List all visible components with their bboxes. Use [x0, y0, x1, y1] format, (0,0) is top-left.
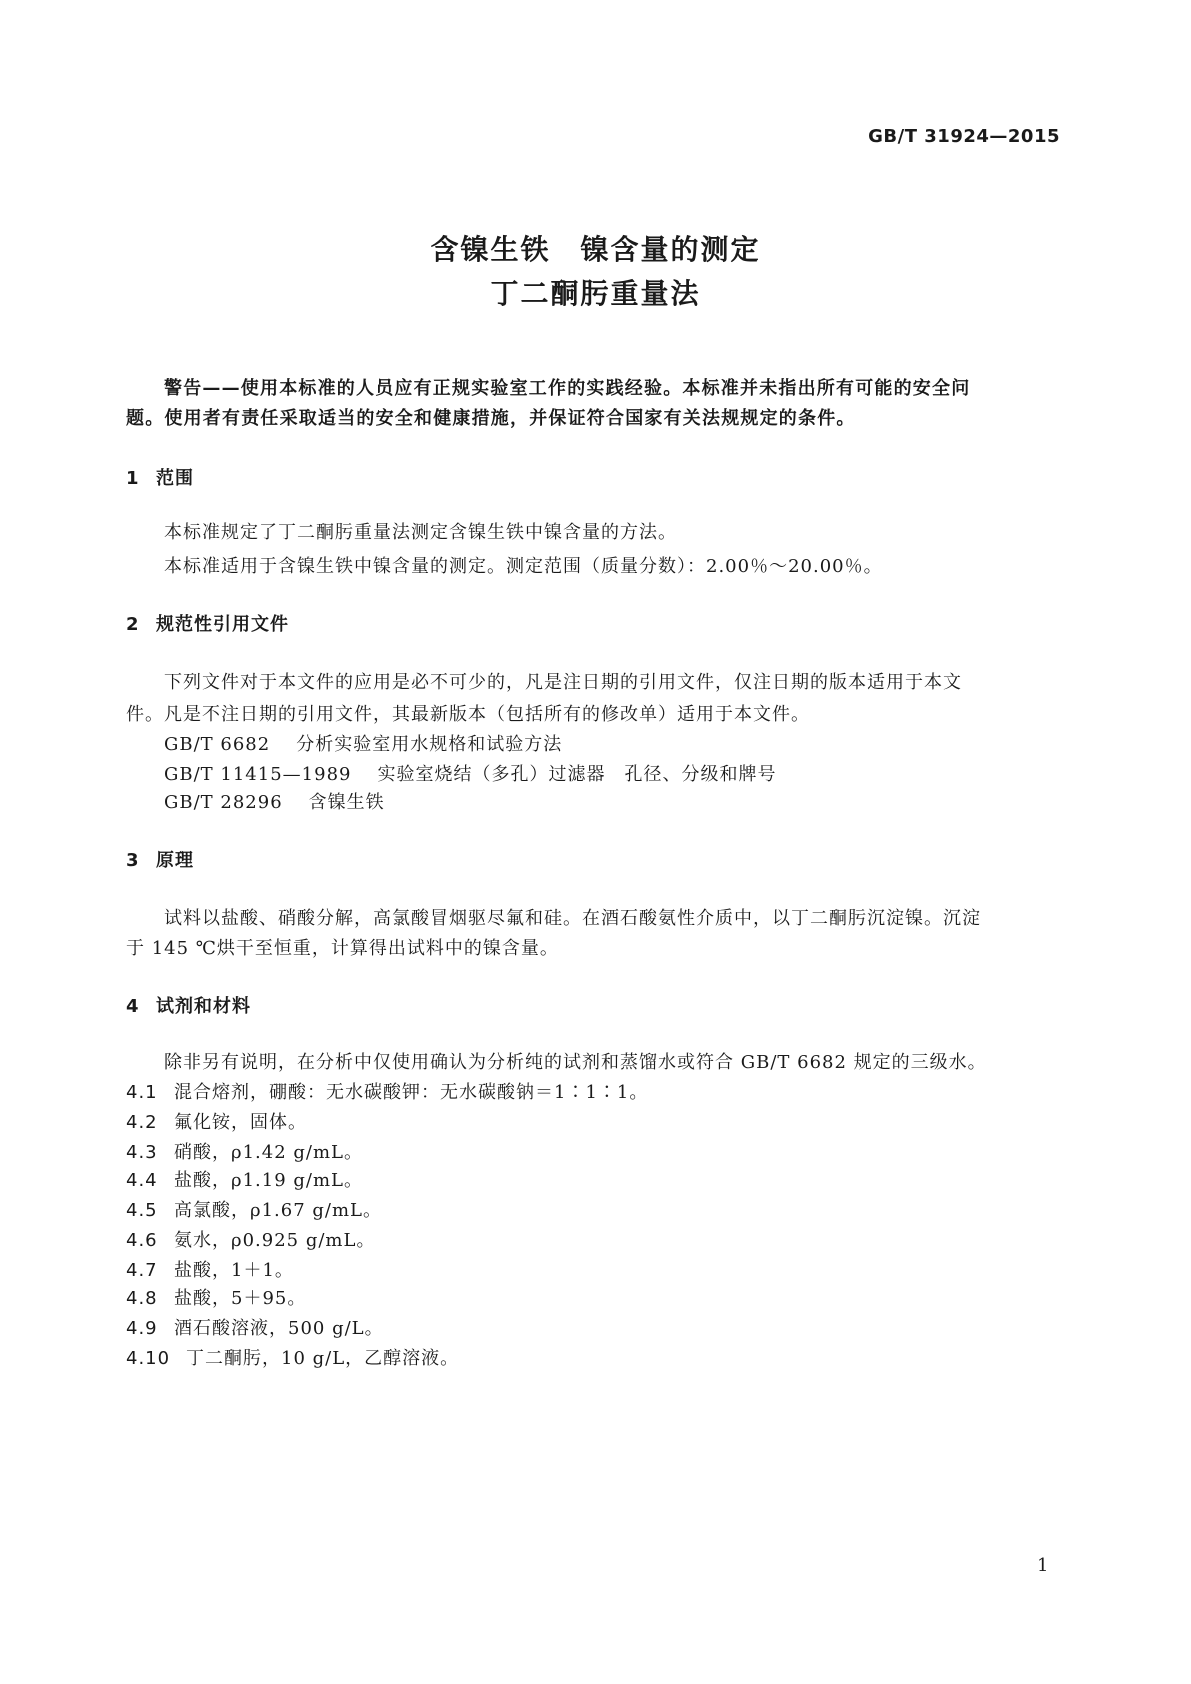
section-3-number: 3 — [126, 850, 140, 871]
reagent-text: 高氯酸，ρ1.67 g/mL。 — [174, 1200, 382, 1221]
reagent-number: 4.5 — [126, 1200, 158, 1221]
reagent-text: 混合熔剂，硼酸：无水碳酸钾：无水碳酸钠＝1∶1∶1。 — [174, 1082, 649, 1103]
reference-code: GB/T 11415—1989 — [164, 764, 352, 785]
warning-line-2: 题。使用者有责任采取适当的安全和健康措施，并保证符合国家有关法规规定的条件。 — [126, 408, 856, 429]
section-4-title: 试剂和材料 — [156, 996, 251, 1017]
references-paragraph-line-1: 下列文件对于本文件的应用是必不可少的，凡是注日期的引用文件，仅注日期的版本适用于本文 — [164, 672, 962, 693]
reagent-item — [126, 1284, 306, 1310]
reagent-item — [126, 1166, 363, 1192]
reagent-number: 4.4 — [126, 1170, 158, 1191]
section-2-number: 2 — [126, 614, 140, 635]
reagents-intro: 除非另有说明，在分析中仅使用确认为分析纯的试剂和蒸馏水或符合 GB/T 6682 规定的三级水。 — [164, 1052, 987, 1073]
principle-line-2: 于 145 ℃烘干至恒重，计算得出试料中的镍含量。 — [126, 938, 559, 959]
section-4-number: 4 — [126, 996, 140, 1017]
principle-line-1: 试料以盐酸、硝酸分解，高氯酸冒烟驱尽氟和硅。在酒石酸氨性介质中，以丁二酮肟沉淀镍。沉淀 — [164, 908, 981, 929]
reagent-item — [126, 1314, 384, 1340]
scope-paragraph-2: 本标准适用于含镍生铁中镍含量的测定。测定范围（质量分数）：2.00％～20.00％。 — [164, 556, 883, 577]
reference-item — [164, 730, 562, 756]
reagent-item — [126, 1196, 382, 1222]
reagent-text: 盐酸，5＋95。 — [174, 1288, 307, 1309]
reagent-number: 4.7 — [126, 1260, 158, 1281]
reagent-text: 酒石酸溶液，500 g/L。 — [174, 1318, 384, 1339]
section-2-title: 规范性引用文件 — [156, 614, 289, 635]
reagent-item — [126, 1226, 375, 1252]
reference-item — [164, 760, 776, 786]
document-title-line-2: 丁二酮肟重量法 — [490, 277, 701, 310]
section-1-title: 范围 — [156, 468, 194, 489]
reagent-item — [126, 1256, 294, 1282]
reagent-number: 4.9 — [126, 1318, 158, 1339]
reagent-item — [126, 1138, 363, 1164]
section-2-heading — [126, 610, 289, 636]
reagent-item — [126, 1108, 307, 1134]
reagent-text: 丁二酮肟，10 g/L，乙醇溶液。 — [186, 1348, 460, 1369]
section-1-number: 1 — [126, 468, 140, 489]
page-number: 1 — [1037, 1555, 1049, 1576]
reagent-item — [126, 1344, 459, 1370]
document-title-line-1: 含镍生铁 镍含量的测定 — [430, 233, 761, 266]
reference-code: GB/T 6682 — [164, 734, 271, 755]
reference-name: 实验室烧结（多孔）过滤器 孔径、分级和牌号 — [377, 764, 777, 785]
section-4-heading — [126, 992, 251, 1018]
scope-paragraph-1: 本标准规定了丁二酮肟重量法测定含镍生铁中镍含量的方法。 — [164, 522, 677, 543]
reagent-text: 盐酸，1＋1。 — [174, 1260, 294, 1281]
section-3-heading — [126, 846, 194, 872]
reference-name: 含镍生铁 — [308, 792, 385, 813]
reagent-number: 4.6 — [126, 1230, 158, 1251]
reagent-text: 硝酸，ρ1.42 g/mL。 — [174, 1142, 363, 1163]
reagent-number: 4.2 — [126, 1112, 158, 1133]
reagent-text: 氨水，ρ0.925 g/mL。 — [174, 1230, 376, 1251]
section-1-heading — [126, 464, 194, 490]
reagent-text: 氟化铵，固体。 — [174, 1112, 307, 1133]
standard-code: GB/T 31924—2015 — [868, 126, 1060, 147]
reagent-number: 4.1 — [126, 1082, 158, 1103]
references-paragraph-line-2: 件。凡是不注日期的引用文件，其最新版本（包括所有的修改单）适用于本文件。 — [126, 704, 810, 725]
reference-name: 分析实验室用水规格和试验方法 — [296, 734, 563, 755]
reagent-item — [126, 1078, 648, 1104]
reference-code: GB/T 28296 — [164, 792, 283, 813]
reagent-text: 盐酸，ρ1.19 g/mL。 — [174, 1170, 363, 1191]
reagent-number: 4.10 — [126, 1348, 171, 1369]
warning-line-1: 警告——使用本标准的人员应有正规实验室工作的实践经验。本标准并未指出所有可能的安全问 — [164, 378, 971, 399]
section-3-title: 原理 — [156, 850, 194, 871]
reagent-number: 4.8 — [126, 1288, 158, 1309]
reagent-number: 4.3 — [126, 1142, 158, 1163]
reference-item — [164, 788, 385, 814]
